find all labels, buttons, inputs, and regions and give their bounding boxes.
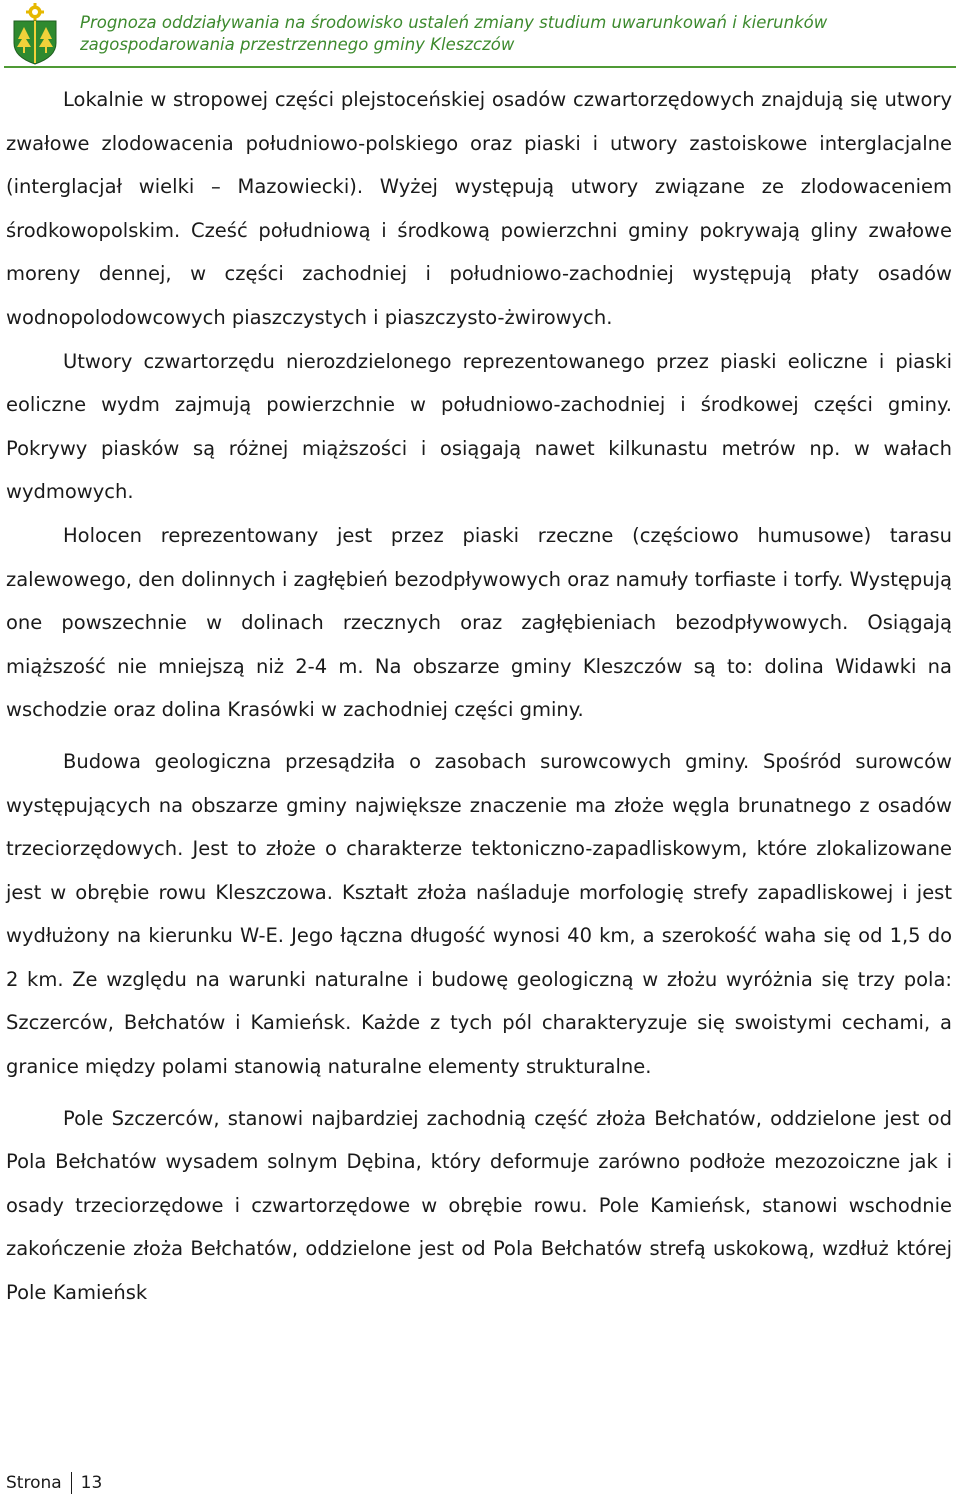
page-label: Strona <box>6 1473 62 1493</box>
page-number: 13 <box>80 1473 103 1493</box>
paragraph-5: Pole Szczerców, stanowi najbardziej zachodnią część złoża Bełchatów, oddzielone jest od Pola Bełchatów wysadem solnym Dębina, który deformuje zarówno podłoże mezozoiczne jak i osady trzeciorzędowe i czwartorzędowe w obrębie rowu. Pole Kamieńsk, stanowi wschodnie zakończenie złoża Bełchatów, oddzielone jest od Pola Bełchatów strefą uskokową, wzdłuż której Pole Kamieńsk <box>6 1106 952 1305</box>
paragraph-4: Budowa geologiczna przesądziła o zasobach surowcowych gminy. Spośród surowców występujących na obszarze gminy największe znaczenie ma złoże węgla brunatnego z osadów trzeciorzędowych. Jest to złoże o charakterze tektoniczno-zapadliskowym, które zlokalizowane jest w obrębie rowu Kleszczowa. Kształt złoża naśladuje morfologię strefy zapadliskowej i jest wydłużony na kierunku W-E. Jego łączna długość wynosi 40 km, a szerokość waha się od 1,5 do 2 km. Ze względu na warunki naturalne i budowę geologiczną w złożu wyróżnia się trzy pola: Szczerców, Bełchatów i Kamieńsk. Każde z tych pól charakteryzuje się swoistymi cechami, a granice między polami stanowią naturalne elementy strukturalne. <box>6 749 952 1079</box>
paragraph-3: Holocen reprezentowany jest przez piaski rzeczne (częściowo humusowe) tarasu zalewowego, den dolinnych i zagłębień bezodpływowych oraz namuły torfiaste i torfy. Występują one powszechnie w dolinach rzecznych oraz zagłębieniach bezodpływowych. Osiągają miąższość nie mniejszą niż 2-4 m. Na obszarze gminy Kleszczów są to: dolina Widawki na wschodzie oraz dolina Krasówki w zachodniej części gminy. <box>6 523 952 722</box>
page-footer <box>6 1470 102 1496</box>
page-header <box>0 0 960 66</box>
paragraph-2: Utwory czwartorzędu nierozdzielonego reprezentowanego przez piaski eoliczne i piaski eoliczne wydm zajmują powierzchnie w południowo-zachodniej i środkowej części gminy. Pokrywy piasków są różnej miąższości i osiągają nawet kilkunastu metrów np. w wałach wydmowych. <box>6 349 952 504</box>
gmina-coat-of-arms-icon <box>4 3 66 65</box>
paragraph-1: Lokalnie w stropowej części plejstoceńskiej osadów czwartorzędowych znajdują się utwory zwałowe zlodowacenia południowo-polskiego oraz piaski i utwory zastoiskowe interglacjalne (interglacjał wielki – Mazowiecki). Wyżej występują utwory związane ze zlodowaceniem środkowopolskim. Cześć południową i środkową powierzchni gminy pokrywają gliny zwałowe moreny dennej, w części zachodniej i południowo-zachodniej występują płaty osadów wodnopolodowcowych piaszczystych i piaszczysto-żwirowych. <box>6 88 952 329</box>
document-header-title <box>80 12 950 56</box>
header-divider <box>4 66 956 68</box>
header-title-line-1: Prognoza oddziaływania na środowisko ustaleń zmiany studium uwarunkowań i kierunków <box>80 13 828 32</box>
document-body <box>6 78 952 1315</box>
footer-separator <box>71 1472 72 1494</box>
header-title-line-2: zagospodarowania przestrzennego gminy Kleszczów <box>80 35 515 54</box>
